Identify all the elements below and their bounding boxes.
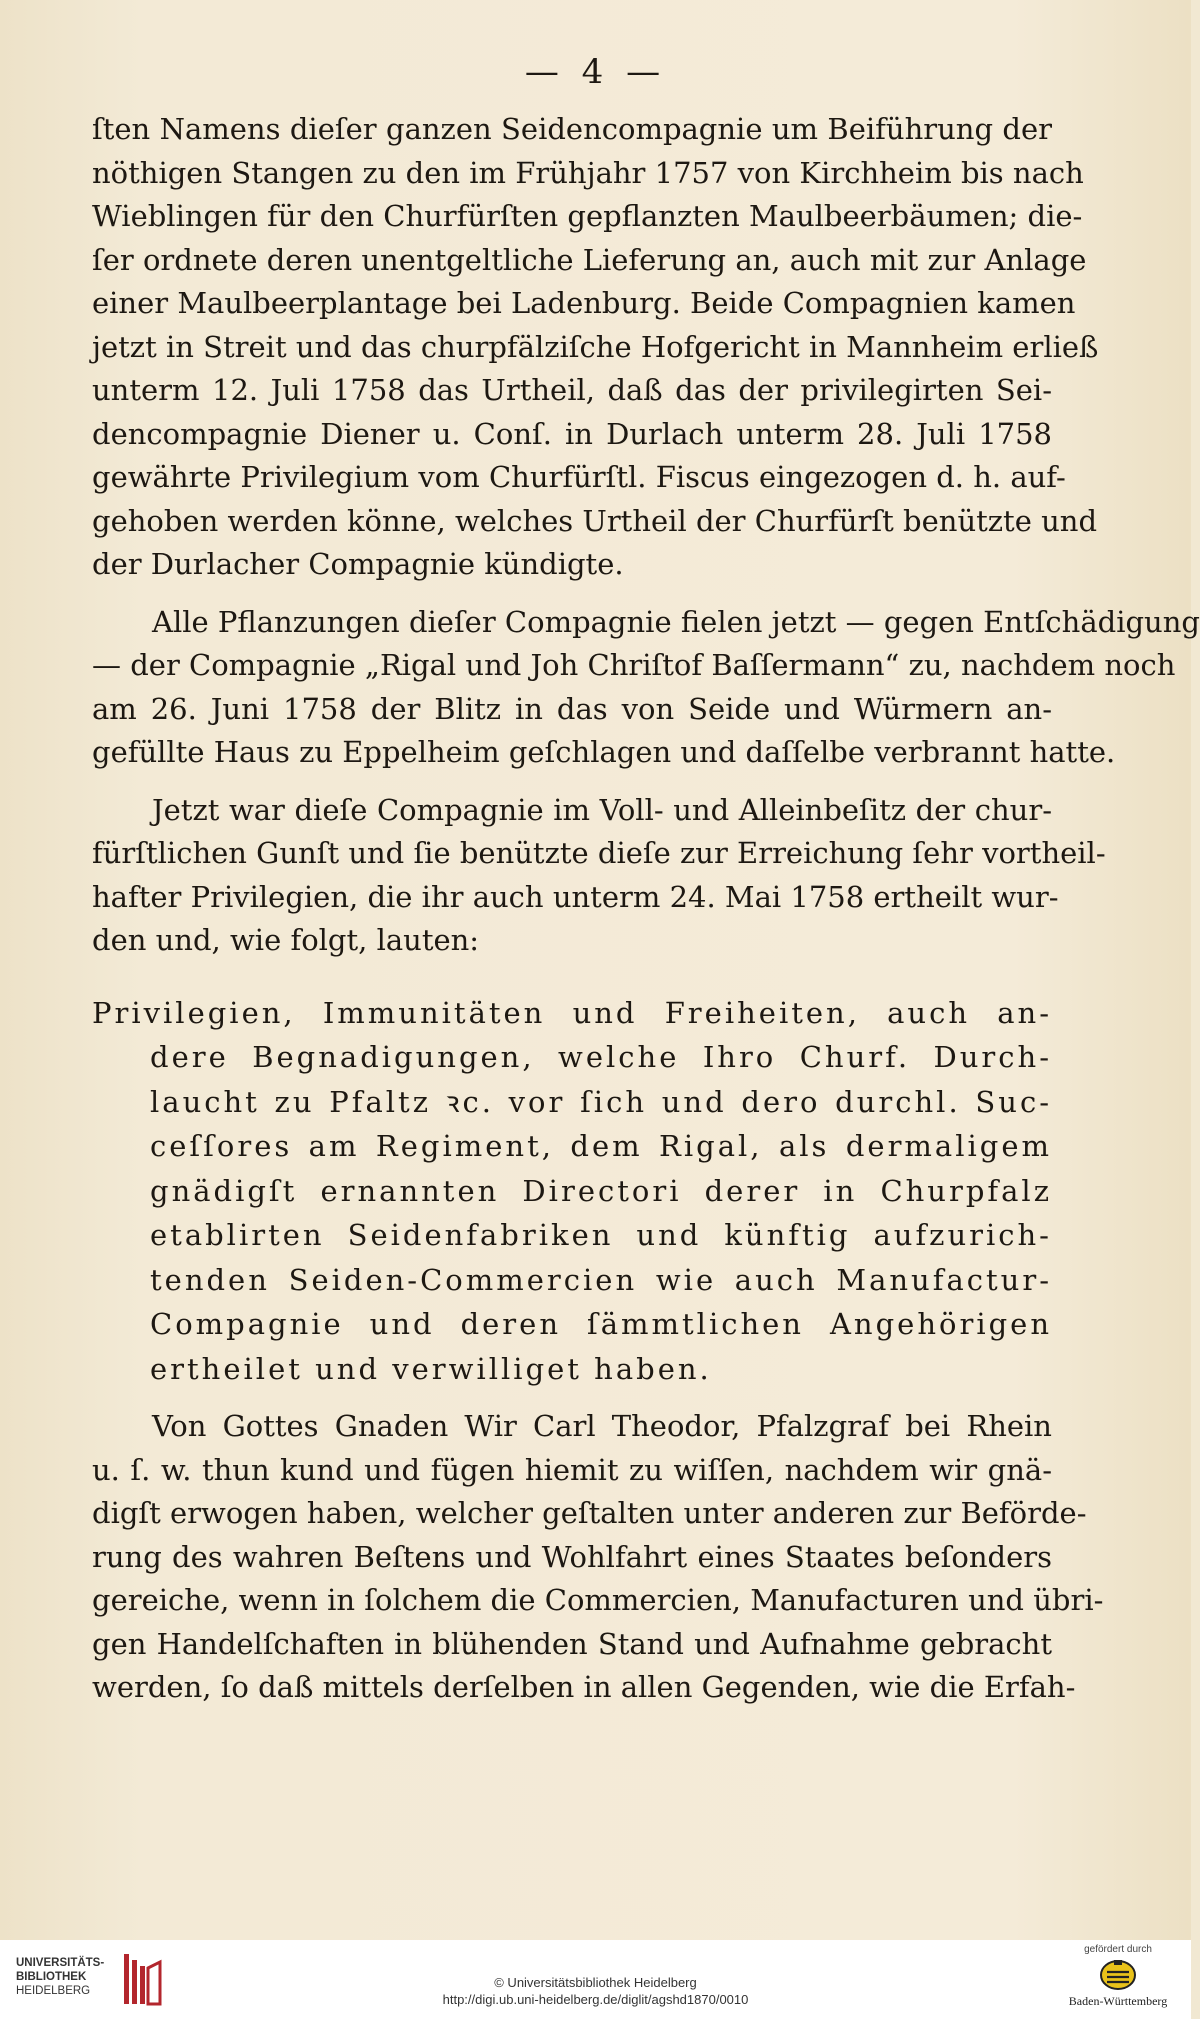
text-line: ſer ordnete deren unentgeltliche Lieferung an, auch mit zur Anlage (92, 242, 1087, 277)
text-line: Von Gottes Gnaden Wir Carl Theodor, Pfalzgraf bei Rhein (152, 1409, 1052, 1443)
sponsor-badge (1063, 1944, 1173, 2009)
text-line: dencompagnie Diener u. Conſ. in Durlach unterm 28. Juli 1758 (92, 416, 1052, 451)
library-name-line: BIBLIOTHEK (16, 1971, 87, 1983)
library-name-line: UNIVERSITÄTS- (16, 1957, 105, 1969)
permalink-url[interactable]: http://digi.ub.uni-heidelberg.de/diglit/agshd1870/0010 (442, 1992, 749, 2007)
text-line: — der Compagnie „Rigal und Joh Chriſtof Baſſermann“ zu, nachdem noch (92, 648, 1176, 682)
text-line: nöthigen Stangen zu den im Frühjahr 1757 von Kirchheim bis nach (92, 155, 1084, 190)
quote-line: ertheilet und verwilliget haben. (150, 1351, 712, 1386)
text-line: fürſtlichen Gunſt und ſie benützte dieſe zur Erreichung ſehr vortheil- (92, 836, 1106, 870)
quote-line: laucht zu Pfaltz ꝛc. vor ſich und dero durchl. Suc- (150, 1084, 1052, 1119)
paragraph-1 (92, 108, 1099, 587)
paragraph-4 (92, 1405, 1104, 1710)
sponsor-name: Baden-Württemberg (1068, 1994, 1168, 2008)
quote-line: ceſſores am Regiment, dem Rigal, als dermaligem (150, 1129, 1052, 1163)
quote-line: etablirten Seidenfabriken und künftig aufzurich- (150, 1218, 1052, 1252)
digitization-footer (0, 1940, 1191, 2019)
text-line: gereiche, wenn in ſolchem die Commercien, Manufacturen und übri- (92, 1583, 1104, 1617)
text-line: u. ſ. w. thun kund und fügen hiemit zu wiſſen, nachdem wir gnä- (92, 1452, 1052, 1487)
page-number: — 4 — (524, 52, 667, 92)
paragraph-3 (92, 789, 1106, 963)
paragraph-2 (92, 601, 1200, 775)
text-line: einer Maulbeerplantage bei Ladenburg. Beide Compagnien kamen (92, 286, 1076, 320)
text-line: unterm 12. Juli 1758 das Urtheil, daß das der privilegirten Sei- (92, 373, 1052, 407)
text-line: der Durlacher Compagnie kündigte. (92, 547, 624, 581)
text-line: gen Handelſchaften in blühenden Stand und Aufnahme gebracht (92, 1626, 1052, 1661)
copyright-text: © Universitätsbibliothek Heidelberg (494, 1975, 697, 1990)
text-line: gehoben werden könne, welches Urtheil der Churfürſt benützte und (92, 503, 1098, 538)
copyright-notice (0, 1974, 1191, 2008)
quote-line: Privilegien, Immunitäten und Freiheiten, auch an- (92, 995, 1052, 1030)
body-text (92, 108, 1200, 1710)
text-line: rung des wahren Beſtens und Wohlfahrt eines Staates beſonders (92, 1539, 1052, 1574)
text-line: am 26. Juni 1758 der Blitz in das von Seide und Würmern an- (92, 691, 1052, 726)
text-line: Alle Pflanzungen dieſer Compagnie fielen jetzt — gegen Entſchädigung (152, 604, 1200, 639)
text-line: gefüllte Haus zu Eppelheim geſchlagen und daſſelbe verbrannt hatte. (92, 735, 1116, 769)
text-line: werden, ſo daß mittels derſelben in allen Gegenden, wie die Erfah- (92, 1670, 1076, 1704)
text-line: gewährte Privilegium vom Churfürſtl. Fiscus eingezogen d. h. auf- (92, 460, 1066, 494)
privilege-quote (92, 991, 1052, 1392)
text-line: jetzt in Streit und das churpfälziſche Hofgericht in Mannheim erließ (92, 329, 1099, 364)
quote-line: tenden Seiden-Commercien wie auch Manufactur- (150, 1262, 1052, 1297)
sponsor-label: gefördert durch (1084, 1944, 1152, 1955)
text-line: ſten Namens dieſer ganzen Seidencompagnie um Beiführung der (92, 112, 1052, 146)
text-line: Wieblingen für den Churfürſten gepflanzten Maulbeerbäumen; die- (92, 199, 1083, 233)
quote-line: gnädigſt ernannten Directori derer in Churpfalz (150, 1173, 1052, 1208)
text-line: hafter Privilegien, die ihr auch unterm 24. Mai 1758 ertheilt wur- (92, 879, 1059, 914)
state-seal-icon (1098, 1958, 1138, 1992)
text-line: Jetzt war dieſe Compagnie im Voll- und Alleinbeſitz der chur- (152, 792, 1052, 827)
quote-line: Compagnie und deren ſämmtlichen Angehörigen (150, 1307, 1052, 1341)
quote-line: dere Begnadigungen, welche Ihro Churf. Durch- (150, 1040, 1052, 1074)
text-line: digſt erwogen haben, welcher geſtalten unter anderen zur Beförde- (92, 1496, 1087, 1530)
text-line: den und, wie folgt, lauten: (92, 923, 480, 957)
library-name-line: HEIDELBERG (16, 1985, 91, 1997)
